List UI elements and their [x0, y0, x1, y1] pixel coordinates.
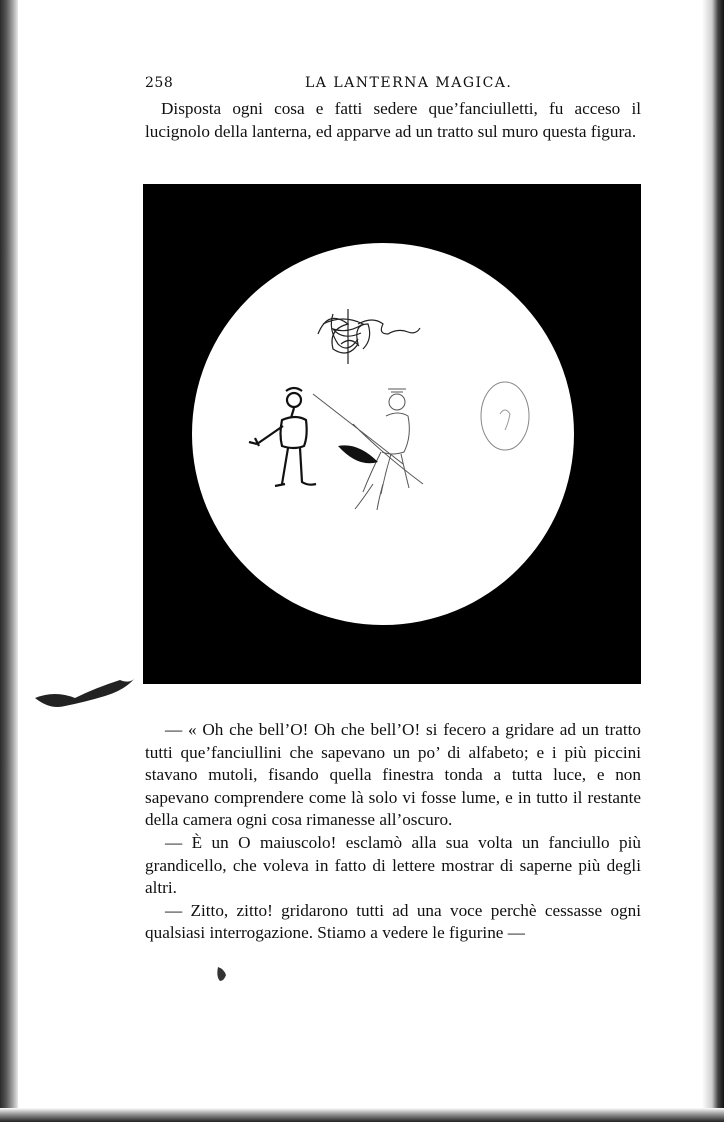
paragraph: — « Oh che bell’O! Oh che bell’O! si fecero a gridare ad un tratto tutti que’fanciullini che sapevano un po’ di alfabeto; e i più piccini stavano mutoli, fisando quella finestra tonda a tutta luce, e non sapevano comprendere come là solo vi fosse lume, e in tutto il restante della camera ogni cosa rimanesse all’oscuro. — [145, 720, 641, 830]
ink-stain — [30, 668, 140, 728]
page-bottom-edge — [0, 1108, 724, 1122]
ink-speck — [214, 965, 230, 983]
projected-light-disc — [192, 243, 574, 625]
page-number: 258 — [145, 75, 174, 91]
top-paragraph: Disposta ogni cosa e fatti sedere que’fanciulletti, fu acceso il lucignolo della lanterna, ed apparve ad un tratto sul muro questa figura. — [145, 99, 641, 141]
page-edge-shadow — [702, 0, 724, 1122]
illustration-drawing — [143, 184, 641, 684]
page-header — [145, 75, 640, 95]
paragraph: — Zitto, zitto! gridarono tutti ad una voce perchè cessasse ogni qualsiasi interrogazione. Stiamo a vedere le figurine — — [145, 900, 641, 943]
paragraph: — È un O maiuscolo! esclamò alla sua volta un fanciullo più grandicello, che voleva in fatto di lettere mostrar di saperne più degli altri. — [145, 832, 641, 898]
running-title: LA LANTERNA MAGICA. — [305, 75, 513, 91]
book-spine-shadow — [0, 0, 18, 1122]
bottom-text-block — [145, 719, 641, 945]
magic-lantern-illustration — [143, 184, 641, 684]
